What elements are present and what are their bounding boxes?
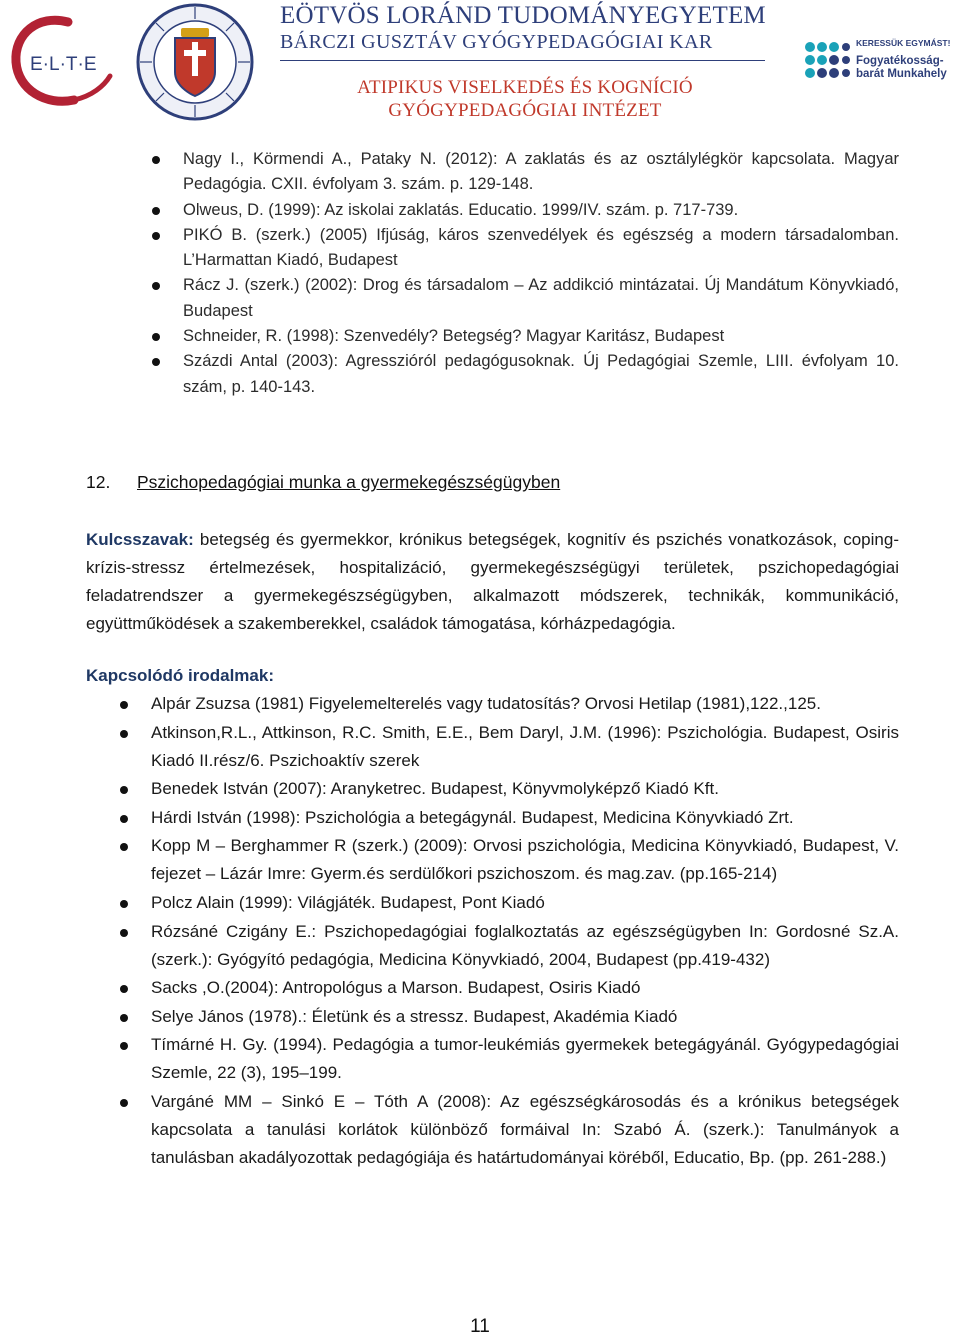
list-item: Sacks ,O.(2004): Antropológus a Marson. Budapest, Osiris Kiadó — [151, 974, 899, 1002]
badge-dots-icon — [804, 40, 850, 84]
header-rule — [280, 60, 765, 61]
literature-list — [151, 690, 899, 1173]
section-number: 12. — [86, 472, 111, 492]
list-item: Olweus, D. (1999): Az iskolai zaklatás. Educatio. 1999/IV. szám. p. 717-739. — [183, 198, 899, 223]
literature-heading: Kapcsolódó irodalmak: — [86, 666, 274, 685]
list-item: Hárdi István (1998): Pszichológia a betegágynál. Budapest, Medicina Könyvkiadó Zrt. — [151, 804, 899, 832]
list-item: Alpár Zsuzsa (1981) Figyelemelterelés vagy tudatosítás? Orvosi Hetilap (1981),122.,125. — [151, 690, 899, 718]
university-name: EÖTVÖS LORÁND TUDOMÁNYEGYETEM — [280, 2, 766, 29]
institute-line-2: GYÓGYPEDAGÓGIAI INTÉZET — [388, 100, 662, 121]
disability-friendly-workplace-badge — [804, 38, 956, 86]
page-number: 11 — [470, 1316, 490, 1337]
list-item: Rácz J. (szerk.) (2002): Drog és társadalom – Az addikció mintázatai. Új Mandátum Könyvkiadó, Budapest — [183, 273, 899, 324]
previous-section-references — [183, 147, 899, 400]
list-item: Vargáné MM – Sinkó E – Tóth A (2008): Az egészségkárosodás és a krónikus betegségek kapcsolata a tanulási korlátok különböző formáival In: Szabó Á. (szerk.): Tanulmányok a tanulásban akadályozottak pedagógiája és határtudományai köréből, Educatio, Bp. (pp. 261-288.) — [151, 1088, 899, 1172]
institute-line-1: ATIPIKUS VISELKEDÉS ÉS KOGNÍCIÓ — [357, 77, 693, 98]
list-item: PIKÓ B. (szerk.) (2005) Ifjúság, káros szenvedélyek és egészség a modern társadalomban. L’Harmattan Kiadó, Budapest — [183, 223, 899, 274]
keywords-paragraph — [86, 526, 899, 638]
university-seal — [135, 2, 255, 122]
badge-title: Fogyatékosság-barát Munkahely — [856, 55, 947, 80]
page-header — [0, 0, 960, 128]
badge-tagline: KERESSÜK EGYMÁST! — [856, 38, 951, 48]
elte-logo-text: E·L·T·E — [30, 54, 97, 75]
list-item: Rózsáné Czigány E.: Pszichopedagógiai foglalkoztatás az egészségügyben In: Gordosné Sz.A. (szerk.): Gyógyító pedagógia, Medicina Könyvkiadó, 2004, Budapest (pp.419-432) — [151, 918, 899, 974]
list-item: Nagy I., Körmendi A., Pataky N. (2012): A zaklatás és az osztálylégkör kapcsolata. Magyar Pedagógia. CXII. évfolyam 3. szám. p. 129-148. — [183, 147, 899, 198]
section-title: Pszichopedagógiai munka a gyermekegészségügyben — [137, 472, 561, 492]
list-item: Benedek István (2007): Aranyketrec. Budapest, Könyvmolyképző Kiadó Kft. — [151, 775, 899, 803]
keywords-text: betegség és gyermekkor, krónikus betegségek, kognitív és pszichés vonatkozások, coping-krízis-stressz értelmezések, hospitalizáció, gyermekegészségügyi területek, pszichopedagógiai feladatrendszer a gyermekegészségügyben, alkalmazott módszerek, technikák, kommunikáció, együttműködések a szakemberekkel, családok támogatása, kórházpedagógia. — [86, 530, 899, 633]
list-item: Százdi Antal (2003): Agresszióról pedagógusoknak. Új Pedagógiai Szemle, LIII. évfolyam 10. szám, p. 140-143. — [183, 349, 899, 400]
elte-logo — [8, 10, 126, 110]
list-item: Schneider, R. (1998): Szenvedély? Betegség? Magyar Karitász, Budapest — [183, 324, 899, 349]
list-item: Tímárné H. Gy. (1994). Pedagógia a tumor-leukémiás gyermekek betegágyánál. Gyógypedagógiai Szemle, 22 (3), 195–199. — [151, 1031, 899, 1087]
faculty-name: BÁRCZI GUSZTÁV GYÓGYPEDAGÓGIAI KAR — [280, 31, 713, 53]
institute-title-block — [280, 76, 770, 122]
list-item: Polcz Alain (1999): Világjáték. Budapest, Pont Kiadó — [151, 889, 899, 917]
list-item: Atkinson,R.L., Attkinson, R.C. Smith, E.E., Bem Daryl, J.M. (1996): Pszichológia. Budapest, Osiris Kiadó II.rész/6. Pszichoaktív szerek — [151, 719, 899, 775]
university-title-block — [280, 2, 770, 61]
list-item: Selye János (1978).: Életünk és a stressz. Budapest, Akadémia Kiadó — [151, 1003, 899, 1031]
list-item: Kopp M – Berghammer R (szerk.) (2009): Orvosi pszichológia, Medicina Könyvkiadó, Budapest, V. fejezet – Lázár Imre: Gyerm.és serdülőkori pszichoszom. és mag.zav. (pp.165-214) — [151, 832, 899, 888]
keywords-label: Kulcsszavak: — [86, 530, 194, 549]
